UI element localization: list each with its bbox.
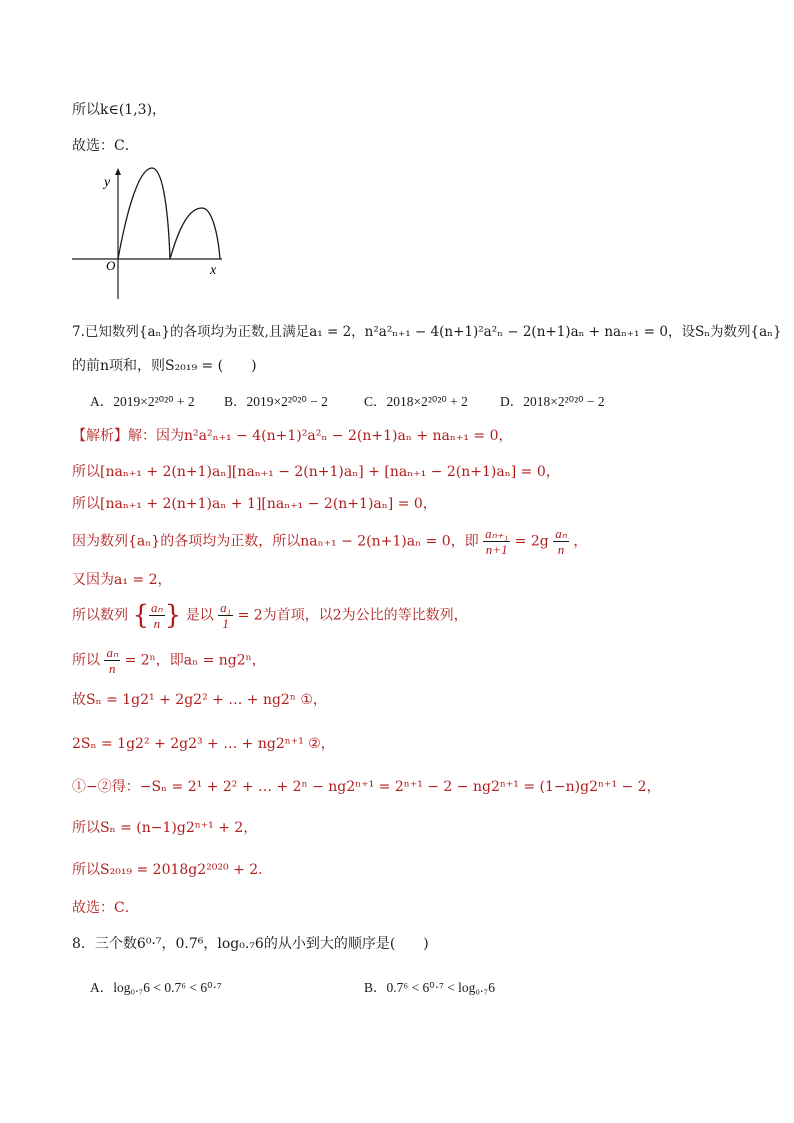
solution-line-8: 故Sₙ = 1g2¹ + 2g2² + … + ng2ⁿ ①， [72,692,327,708]
prev-answer: 故选：C． [72,138,139,154]
solution-line-10: ①−②得：−Sₙ = 2¹ + 2² + … + 2ⁿ − ng2ⁿ⁺¹ = 2ⁿ⁺¹ − 2 − ng2ⁿ⁺¹ = (1−n)g2ⁿ⁺¹ − 2， [72,779,661,795]
fraction-numerator: a₁ [220,600,232,615]
fraction-numerator: aₙ [151,600,163,615]
fraction-a-next-over-n-plus-1 [483,526,510,557]
line-7-suffix: = 2ⁿ，即aₙ = ng2ⁿ， [124,652,266,669]
solution-line-5: 又因为a₁ = 2， [72,572,172,588]
fraction-a-over-n [104,645,120,676]
fraction-a-over-n [149,600,165,631]
solution-tag: 【解析】 [72,428,128,444]
q7-option-c: C．2018×2²⁰²⁰ + 2 [364,394,468,409]
fraction-numerator: aₙ [555,526,567,541]
fraction-denominator: 1 [222,616,229,631]
solution-line-1 [72,426,513,446]
solution-line-4 [72,526,587,557]
line-6-prefix: 所以数列 [72,607,128,624]
q8-option-a: A．log₀.₇6 < 0.7⁶ < 6⁰·⁷ [90,980,222,995]
line-7-prefix: 所以 [72,652,100,669]
q8-option-b: B．0.7⁶ < 6⁰·⁷ < log₀.₇6 [364,980,495,995]
prev-conclusion: 所以k∈(1,3)， [72,102,167,118]
q7-stem-line-2: 的前n项和，则S₂₀₁₉ = ( ) [72,358,257,374]
line-6-suffix: = 2为首项，以2为公比的等比数列， [237,607,468,624]
solution-line-2: 所以[naₙ₊₁ + 2(n+1)aₙ][naₙ₊₁ − 2(n+1)aₙ] + [naₙ₊₁ − 2(n+1)aₙ] = 0， [72,464,560,480]
fraction-numerator: aₙ₊₁ [485,526,509,541]
fraction-denominator: n [109,661,116,676]
solution-line-13: 故选：C． [72,900,139,916]
solution-line-12: 所以S₂₀₁₉ = 2018g2²⁰²⁰ + 2． [72,862,273,878]
origin-label: O [106,258,116,273]
fraction-denominator: n [557,542,565,557]
fraction-numerator: aₙ [106,645,119,660]
q7-stem-line-1: 7.已知数列{aₙ}的各项均为正数,且满足a₁ = 2，n²a²ₙ₊₁ − 4(n+1)²a²ₙ − 2(n+1)aₙ + naₙ₊₁ = 0，设Sₙ为数列{aₙ} [72,324,782,340]
fraction-a1-over-1 [218,600,233,631]
fraction-denominator: n+1 [485,542,508,557]
solution-line-11: 所以Sₙ = (n−1)g2ⁿ⁺¹ + 2， [72,820,258,836]
solution-line-6 [72,600,468,631]
solution-line-4-text: 因为数列{aₙ}的各项均为正数，所以naₙ₊₁ − 2(n+1)aₙ = 0，即 [72,533,479,550]
function-graph [70,164,230,304]
fraction-a-over-n [553,526,569,557]
q7-option-a: A．2019×2²⁰²⁰ + 2 [90,394,195,409]
q7-option-d: D．2018×2²⁰²⁰ − 2 [500,394,605,409]
solution-text-1: 解：因为n²a²ₙ₊₁ − 4(n+1)²a²ₙ − 2(n+1)aₙ + naₙ₊₁ = 0， [128,428,513,444]
curve-hump-2 [170,208,220,259]
fraction-denominator: n [153,616,161,631]
y-axis-arrow [115,168,121,175]
brace-right: } [164,600,182,631]
q7-option-b: B．2019×2²⁰²⁰ − 2 [224,394,328,409]
equals-text: = 2g [514,533,549,550]
solution-line-3: 所以[naₙ₊₁ + 2(n+1)aₙ + 1][naₙ₊₁ − 2(n+1)aₙ] = 0， [72,496,437,512]
brace-left: { [132,600,149,631]
line-end: ， [573,533,588,550]
q8-stem: 8．三个数6⁰·⁷，0.7⁶，log₀.₇6的从小到大的顺序是( ) [72,936,429,952]
solution-line-7 [72,645,266,676]
solution-line-9: 2Sₙ = 1g2² + 2g2³ + … + ng2ⁿ⁺¹ ②， [72,736,335,752]
line-6-mid: 是以 [185,607,214,624]
y-axis-label: y [104,175,111,190]
curve-hump-1 [118,168,170,259]
x-axis-label: x [210,263,217,278]
